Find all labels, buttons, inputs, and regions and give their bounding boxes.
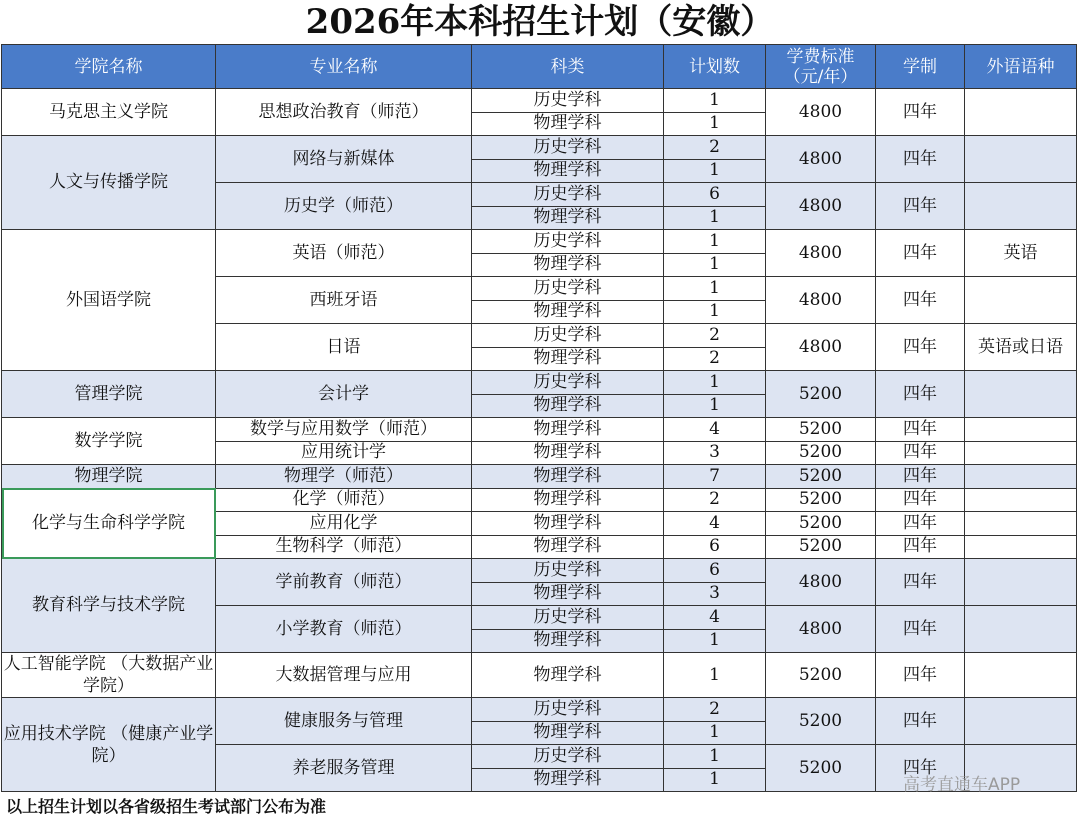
enrollment-table	[1, 44, 1077, 792]
years-cell: 四年	[876, 606, 965, 653]
college-cell: 教育科学与技术学院	[2, 559, 216, 653]
major-cell: 健康服务与管理	[216, 698, 472, 745]
count-cell: 2	[664, 347, 766, 371]
major-cell: 应用统计学	[216, 441, 472, 465]
count-cell: 1	[664, 653, 766, 698]
lang-cell	[965, 277, 1077, 324]
count-cell: 1	[664, 112, 766, 136]
lang-cell	[965, 488, 1077, 512]
major-cell: 物理学（师范）	[216, 465, 472, 489]
years-cell: 四年	[876, 418, 965, 442]
table-row	[2, 230, 1077, 254]
major-cell: 生物科学（师范）	[216, 535, 472, 559]
lang-cell	[965, 136, 1077, 183]
count-cell: 1	[664, 394, 766, 418]
fee-cell: 4800	[766, 324, 876, 371]
years-cell: 四年	[876, 512, 965, 536]
years-cell: 四年	[876, 324, 965, 371]
count-cell: 2	[664, 136, 766, 160]
years-cell: 四年	[876, 653, 965, 698]
subject-cell: 历史学科	[472, 324, 664, 348]
subject-cell: 物理学科	[472, 653, 664, 698]
years-cell: 四年	[876, 371, 965, 418]
fee-cell: 5200	[766, 441, 876, 465]
lang-cell	[965, 465, 1077, 489]
count-cell: 1	[664, 230, 766, 254]
years-cell: 四年	[876, 89, 965, 136]
table-row	[2, 418, 1077, 442]
major-cell: 会计学	[216, 371, 472, 418]
watermark: 高考直通车APP	[903, 775, 1021, 795]
college-cell: 管理学院	[2, 371, 216, 418]
subject-cell: 历史学科	[472, 745, 664, 769]
major-cell: 化学（师范）	[216, 488, 472, 512]
page-title: 2026年本科招生计划（安徽）	[305, 2, 775, 42]
subject-cell: 历史学科	[472, 89, 664, 113]
subject-cell: 物理学科	[472, 418, 664, 442]
subject-cell: 物理学科	[472, 768, 664, 792]
major-cell: 数学与应用数学（师范）	[216, 418, 472, 442]
fee-cell: 4800	[766, 183, 876, 230]
major-cell: 英语（师范）	[216, 230, 472, 277]
table-row	[2, 698, 1077, 722]
header-fee: 学费标准 （元/年）	[766, 45, 876, 89]
major-cell: 历史学（师范）	[216, 183, 472, 230]
count-cell: 4	[664, 418, 766, 442]
lang-cell	[965, 183, 1077, 230]
count-cell: 1	[664, 89, 766, 113]
count-cell: 1	[664, 277, 766, 301]
years-cell: 四年	[876, 277, 965, 324]
count-cell: 2	[664, 698, 766, 722]
fee-cell: 4800	[766, 230, 876, 277]
fee-cell: 5200	[766, 512, 876, 536]
fee-cell: 5200	[766, 535, 876, 559]
header-count: 计划数	[664, 45, 766, 89]
lang-cell	[965, 418, 1077, 442]
lang-cell	[965, 606, 1077, 653]
major-cell: 日语	[216, 324, 472, 371]
subject-cell: 物理学科	[472, 112, 664, 136]
major-cell: 网络与新媒体	[216, 136, 472, 183]
years-cell: 四年	[876, 230, 965, 277]
fee-cell: 5200	[766, 465, 876, 489]
years-cell: 四年	[876, 183, 965, 230]
header-major: 专业名称	[216, 45, 472, 89]
subject-cell: 物理学科	[472, 159, 664, 183]
header-lang: 外语语种	[965, 45, 1077, 89]
college-cell: 应用技术学院 （健康产业学院）	[2, 698, 216, 792]
subject-cell: 物理学科	[472, 488, 664, 512]
lang-cell	[965, 698, 1077, 745]
header-row	[2, 45, 1077, 89]
subject-cell: 历史学科	[472, 230, 664, 254]
fee-cell: 4800	[766, 606, 876, 653]
count-cell: 1	[664, 159, 766, 183]
count-cell: 1	[664, 206, 766, 230]
subject-cell: 物理学科	[472, 721, 664, 745]
count-cell: 1	[664, 253, 766, 277]
fee-cell: 5200	[766, 488, 876, 512]
count-cell: 2	[664, 324, 766, 348]
years-cell: 四年	[876, 465, 965, 489]
years-cell: 四年	[876, 136, 965, 183]
college-cell: 人文与传播学院	[2, 136, 216, 230]
subject-cell: 物理学科	[472, 535, 664, 559]
fee-cell: 5200	[766, 698, 876, 745]
subject-cell: 历史学科	[472, 183, 664, 207]
lang-cell	[965, 89, 1077, 136]
count-cell: 1	[664, 371, 766, 395]
major-cell: 大数据管理与应用	[216, 653, 472, 698]
lang-cell	[965, 512, 1077, 536]
fee-cell: 4800	[766, 136, 876, 183]
count-cell: 1	[664, 745, 766, 769]
header-college: 学院名称	[2, 45, 216, 89]
count-cell: 1	[664, 629, 766, 653]
table-row	[2, 465, 1077, 489]
fee-cell: 4800	[766, 559, 876, 606]
major-cell: 养老服务管理	[216, 745, 472, 792]
college-cell-selected[interactable]: 化学与生命科学学院	[2, 488, 216, 559]
subject-cell: 物理学科	[472, 441, 664, 465]
count-cell: 2	[664, 488, 766, 512]
subject-cell: 物理学科	[472, 347, 664, 371]
subject-cell: 物理学科	[472, 629, 664, 653]
header-years: 学制	[876, 45, 965, 89]
years-cell: 四年	[876, 698, 965, 745]
table-row	[2, 371, 1077, 395]
subject-cell: 物理学科	[472, 582, 664, 606]
fee-cell: 4800	[766, 277, 876, 324]
college-cell: 马克思主义学院	[2, 89, 216, 136]
fee-cell: 4800	[766, 89, 876, 136]
count-cell: 6	[664, 535, 766, 559]
table-row	[2, 89, 1077, 113]
college-cell: 物理学院	[2, 465, 216, 489]
count-cell: 6	[664, 559, 766, 583]
fee-cell: 5200	[766, 653, 876, 698]
years-cell: 四年	[876, 559, 965, 606]
fee-cell: 5200	[766, 418, 876, 442]
table-row	[2, 653, 1077, 698]
fee-cell: 5200	[766, 745, 876, 792]
years-cell: 四年	[876, 488, 965, 512]
subject-cell: 物理学科	[472, 465, 664, 489]
subject-cell: 历史学科	[472, 606, 664, 630]
count-cell: 3	[664, 582, 766, 606]
major-cell: 思想政治教育（师范）	[216, 89, 472, 136]
lang-cell: 英语或日语	[965, 324, 1077, 371]
count-cell: 4	[664, 606, 766, 630]
subject-cell: 物理学科	[472, 253, 664, 277]
subject-cell: 历史学科	[472, 371, 664, 395]
lang-cell	[965, 559, 1077, 606]
table-row	[2, 136, 1077, 160]
subject-cell: 物理学科	[472, 512, 664, 536]
count-cell: 1	[664, 768, 766, 792]
major-cell: 应用化学	[216, 512, 472, 536]
table-row	[2, 488, 1077, 512]
count-cell: 4	[664, 512, 766, 536]
major-cell: 小学教育（师范）	[216, 606, 472, 653]
footnote: 以上招生计划以各省级招生考试部门公布为准	[6, 797, 327, 816]
fee-cell: 5200	[766, 371, 876, 418]
major-cell: 学前教育（师范）	[216, 559, 472, 606]
count-cell: 6	[664, 183, 766, 207]
years-cell: 四年	[876, 745, 965, 792]
table-row	[2, 559, 1077, 583]
subject-cell: 历史学科	[472, 698, 664, 722]
header-subject: 科类	[472, 45, 664, 89]
lang-cell	[965, 535, 1077, 559]
subject-cell: 物理学科	[472, 206, 664, 230]
years-cell: 四年	[876, 535, 965, 559]
lang-cell	[965, 441, 1077, 465]
major-cell: 西班牙语	[216, 277, 472, 324]
count-cell: 1	[664, 721, 766, 745]
count-cell: 1	[664, 300, 766, 324]
subject-cell: 物理学科	[472, 394, 664, 418]
lang-cell	[965, 653, 1077, 698]
subject-cell: 历史学科	[472, 559, 664, 583]
lang-cell: 英语	[965, 230, 1077, 277]
college-cell: 数学学院	[2, 418, 216, 465]
subject-cell: 历史学科	[472, 136, 664, 160]
subject-cell: 历史学科	[472, 277, 664, 301]
lang-cell	[965, 371, 1077, 418]
count-cell: 7	[664, 465, 766, 489]
college-cell: 人工智能学院 （大数据产业学院）	[2, 653, 216, 698]
subject-cell: 物理学科	[472, 300, 664, 324]
years-cell: 四年	[876, 441, 965, 465]
college-cell: 外国语学院	[2, 230, 216, 371]
count-cell: 3	[664, 441, 766, 465]
